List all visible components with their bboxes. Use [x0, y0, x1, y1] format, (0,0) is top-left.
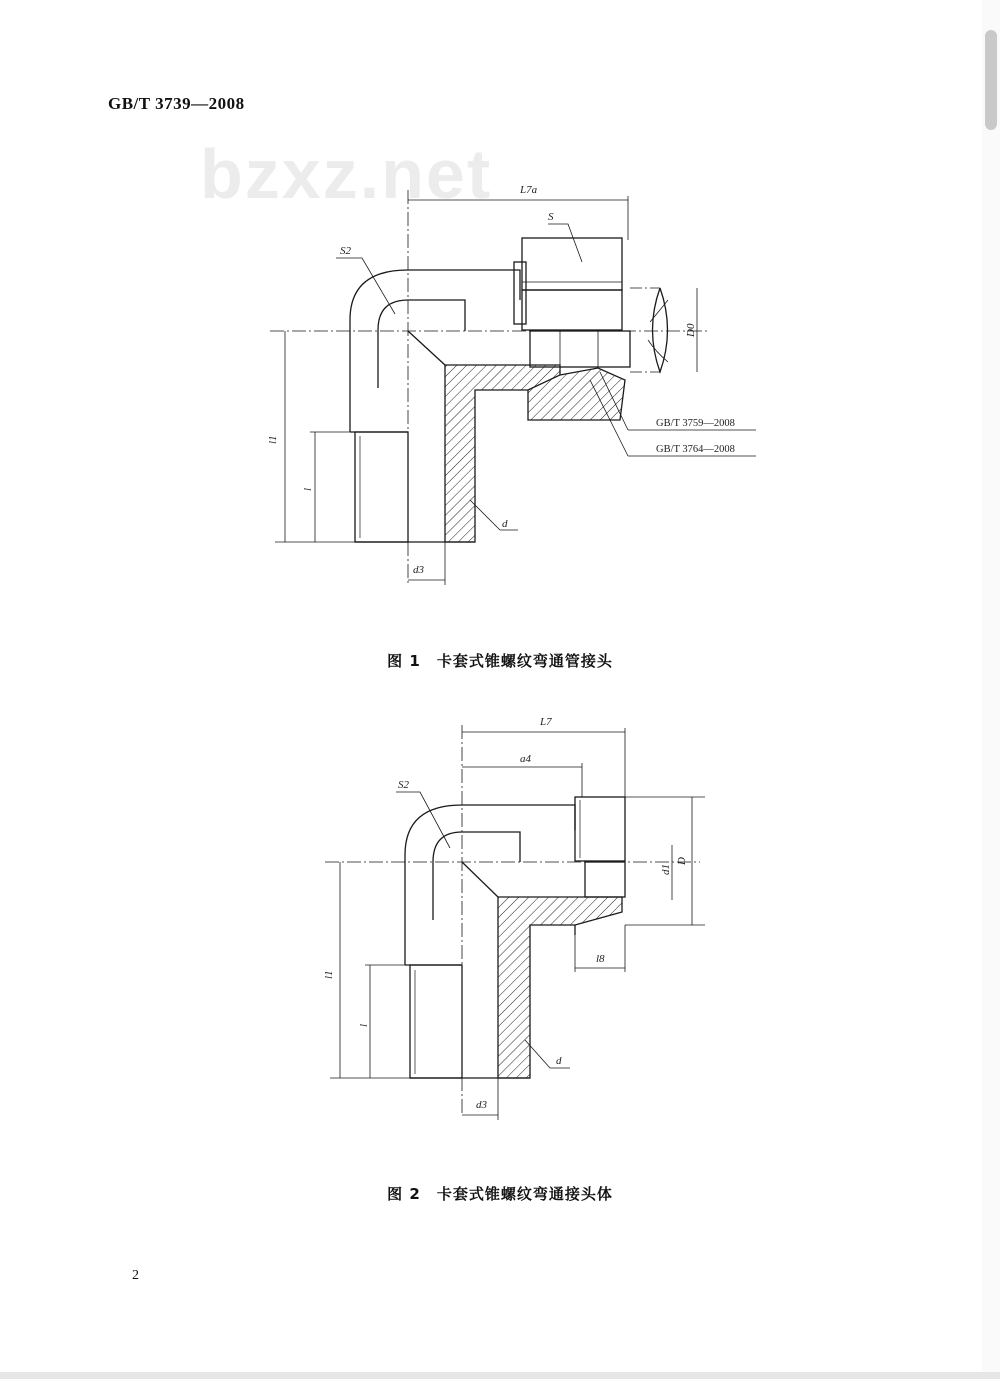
dim-d1: d1: [660, 864, 672, 875]
figure-2-caption: 图 2 卡套式锥螺纹弯通接头体: [387, 1185, 613, 1203]
standard-number: GB/T 3739—2008: [108, 94, 245, 113]
page-bottom-edge: [0, 1372, 1000, 1379]
dim-a4: a4: [520, 753, 531, 765]
dim-l: l: [302, 487, 314, 491]
dim-D: D: [676, 857, 688, 865]
label-S: S: [548, 211, 554, 223]
label-S2: S2: [398, 779, 409, 791]
label-d: d: [556, 1055, 562, 1067]
dim-l1: l1: [323, 970, 335, 979]
dim-L7: L7: [540, 716, 552, 728]
label-S2: S2: [340, 245, 351, 257]
std-ref-1: GB/T 3759—2008: [656, 418, 735, 429]
std-ref-2: GB/T 3764—2008: [656, 444, 735, 455]
dim-l8: l8: [596, 953, 605, 965]
dim-l1: l1: [267, 435, 279, 444]
figure-1-caption: 图 1 卡套式锥螺纹弯通管接头: [387, 652, 613, 670]
dim-D0: D0: [685, 323, 697, 337]
dim-d3: d3: [476, 1099, 487, 1111]
scrollbar-track[interactable]: [982, 0, 1000, 1379]
dim-L7a: L7a: [520, 184, 538, 196]
scrollbar-thumb[interactable]: [985, 30, 997, 130]
watermark: bzxz.net: [200, 135, 493, 213]
dim-d3: d3: [413, 564, 424, 576]
figure-2-drawing: [325, 725, 705, 1120]
label-d: d: [502, 518, 508, 530]
page-number: 2: [132, 1268, 139, 1283]
dim-l: l: [358, 1023, 370, 1027]
